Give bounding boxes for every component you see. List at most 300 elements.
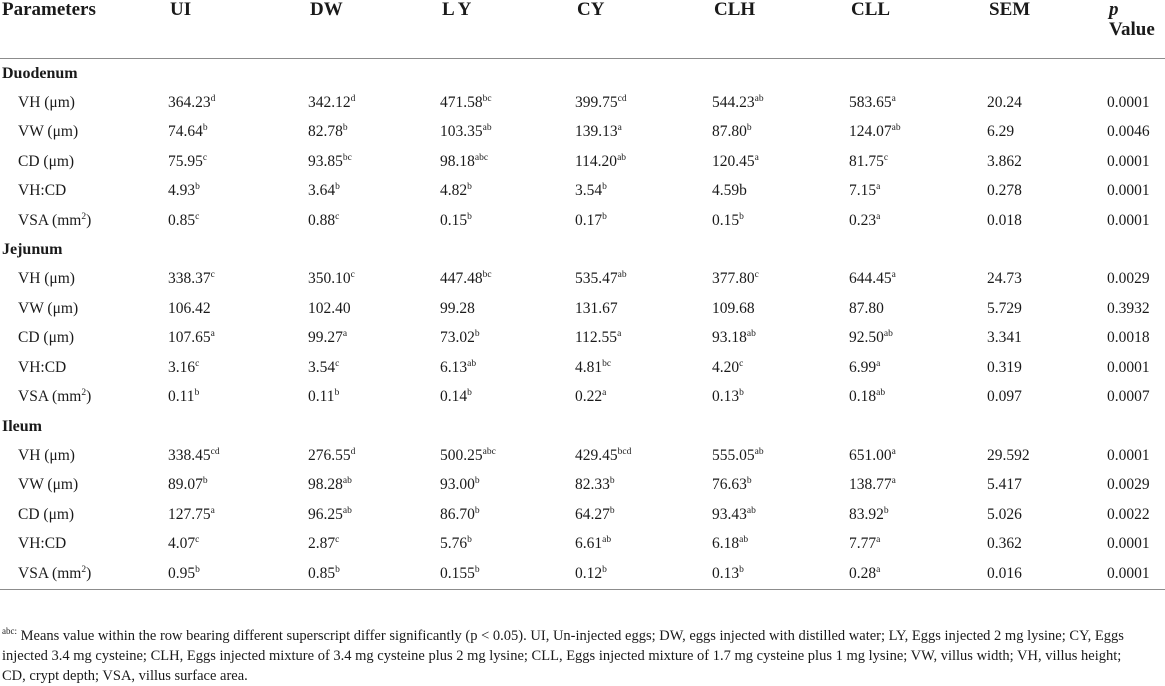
table-row <box>0 383 1165 413</box>
table-row <box>0 294 1165 324</box>
value-cell-ly <box>440 265 575 295</box>
parameter-label: VSA (mm <box>18 211 82 229</box>
cell-value: 0.0001 <box>1107 446 1150 464</box>
value-cell-cy <box>575 353 712 383</box>
significance-superscript: b <box>335 182 340 193</box>
value-cell-p-value <box>1107 324 1165 354</box>
significance-superscript: ab <box>342 505 352 516</box>
value-cell-ui <box>168 471 308 501</box>
significance-superscript: b <box>467 211 472 222</box>
significance-superscript: ab <box>754 446 764 457</box>
parameter-cell <box>0 265 168 295</box>
value-cell-ui <box>168 324 308 354</box>
cell-value: 0.23 <box>849 211 877 229</box>
cell-value: 544.23 <box>712 93 755 111</box>
parameter-cell <box>0 294 168 324</box>
cell-value: 447.48 <box>440 270 483 288</box>
cell-value: 83.92 <box>849 505 884 523</box>
value-cell-cy <box>575 324 712 354</box>
value-cell-ly <box>440 177 575 207</box>
cell-value: 4.81 <box>575 358 603 376</box>
cell-value: 7.15 <box>849 182 877 200</box>
value-cell-dw <box>308 383 440 413</box>
value-cell-cy <box>575 441 712 471</box>
significance-superscript: a <box>876 358 881 369</box>
significance-superscript: c <box>210 270 215 281</box>
cell-value: 98.28 <box>308 476 343 494</box>
value-cell-cll <box>849 294 987 324</box>
col-header-clh: CLH <box>714 0 756 20</box>
cell-value: 73.02 <box>440 329 475 347</box>
value-cell-cll <box>849 383 987 413</box>
cell-value: 2.87 <box>308 535 336 553</box>
significance-superscript: c <box>754 270 759 281</box>
value-cell-dw <box>308 88 440 118</box>
significance-superscript: c <box>202 152 208 163</box>
significance-superscript: c <box>350 270 355 281</box>
parameter-label: VH (μm) <box>18 446 75 464</box>
cell-value: 87.80 <box>849 299 884 317</box>
value-cell-ly <box>440 383 575 413</box>
value-cell-p-value <box>1107 353 1165 383</box>
value-cell-ui <box>168 441 308 471</box>
cell-value: 471.58 <box>440 93 483 111</box>
cell-value: 4.07 <box>168 535 196 553</box>
cell-value: 3.54 <box>575 182 603 200</box>
significance-superscript: cd <box>617 93 627 104</box>
significance-superscript: d <box>210 93 216 104</box>
cell-value: 338.37 <box>168 270 211 288</box>
value-cell-dw <box>308 118 440 148</box>
parameter-label: VSA (mm <box>18 388 82 406</box>
value-cell-ly <box>440 294 575 324</box>
value-cell-cy <box>575 147 712 177</box>
value-cell-p-value <box>1107 471 1165 501</box>
section-heading: Duodenum <box>2 64 78 82</box>
parameter-label: CD (μm) <box>18 152 75 170</box>
cell-value: 114.20 <box>575 152 618 170</box>
cell-value: 0.0029 <box>1107 476 1150 494</box>
value-cell-ui <box>168 147 308 177</box>
value-cell-ly <box>440 147 575 177</box>
value-cell-clh <box>712 383 849 413</box>
parameter-label: CD (μm) <box>18 505 75 523</box>
cell-value: 93.18 <box>712 329 747 347</box>
value-cell-cll <box>849 530 987 560</box>
significance-superscript: b <box>342 123 348 134</box>
significance-superscript: b <box>202 123 208 134</box>
value-cell-clh <box>712 500 849 530</box>
value-cell-clh <box>712 353 849 383</box>
value-cell-dw <box>308 265 440 295</box>
significance-superscript: cd <box>210 446 220 457</box>
parameter-cell <box>0 353 168 383</box>
value-cell-ui <box>168 353 308 383</box>
significance-superscript: a <box>876 564 881 575</box>
cell-value: 0.0001 <box>1107 211 1150 229</box>
cell-value: 0.0001 <box>1107 93 1150 111</box>
value-cell-cy <box>575 265 712 295</box>
value-cell-sem <box>987 441 1107 471</box>
cell-value: 0.0018 <box>1107 329 1150 347</box>
parameter-cell <box>0 324 168 354</box>
cell-value: 3.862 <box>987 152 1022 170</box>
parameter-label: VW (μm) <box>18 476 79 494</box>
cell-value: 0.28 <box>849 564 877 582</box>
value-cell-clh <box>712 559 849 589</box>
cell-value: 0.17 <box>575 211 603 229</box>
value-cell-ui <box>168 118 308 148</box>
value-cell-clh <box>712 206 849 236</box>
footnote-text: Means value within the row bearing different superscript differ significantly (p < 0.05). UI, Un-injected eggs; DW, eggs injected with distilled water; LY, Eggs injected 2 mg lysine; CY, Eggs injected 3.4 mg cysteine; CLH, Eggs injected mixture of 3.4 mg cysteine plus 2 mg lysine; CLL, Eggs injected mixture of 1.7 mg cysteine plus 1 mg lysine; VW, villus width; VH, villus height; CD, crypt depth; VSA, villus surface area. <box>2 628 1124 684</box>
cell-value: 5.729 <box>987 299 1022 317</box>
cell-value: 76.63 <box>712 476 747 494</box>
parameter-cell: VSA $(mm^2)$ <box>18 211 92 229</box>
cell-value: 86.70 <box>440 505 475 523</box>
cell-value: 24.73 <box>987 270 1022 288</box>
value-cell-sem <box>987 500 1107 530</box>
table-row <box>0 559 1165 589</box>
cell-value: 0.15 <box>712 211 740 229</box>
value-cell-dw <box>308 500 440 530</box>
significance-superscript: b <box>474 329 480 340</box>
value-cell-cy <box>575 118 712 148</box>
cell-value: 89.07 <box>168 476 203 494</box>
significance-superscript: ab <box>754 93 764 104</box>
col-header-ui: UI <box>170 0 192 20</box>
value-cell-sem <box>987 324 1107 354</box>
cell-value: 5.026 <box>987 505 1022 523</box>
value-cell-ly <box>440 206 575 236</box>
cell-value: 0.13 <box>712 564 740 582</box>
value-cell-p-value <box>1107 383 1165 413</box>
cell-value: 6.13 <box>440 358 468 376</box>
table-row <box>0 530 1165 560</box>
significance-superscript: b <box>746 476 752 487</box>
cell-value: 6.61 <box>575 535 603 553</box>
value-cell-cll <box>849 177 987 207</box>
value-cell-cy <box>575 471 712 501</box>
table-row <box>0 265 1165 295</box>
parameter-cell <box>0 441 168 471</box>
table-row <box>0 353 1165 383</box>
table-row <box>0 471 1165 501</box>
parameter-label: VH (μm) <box>18 93 75 111</box>
cell-value: 5.76 <box>440 535 468 553</box>
significance-superscript: a <box>754 152 759 163</box>
value-cell-dw <box>308 294 440 324</box>
table-row <box>0 441 1165 471</box>
significance-superscript: b <box>334 388 340 399</box>
section-row <box>0 59 1165 89</box>
significance-superscript: b <box>602 182 607 193</box>
value-cell-clh <box>712 147 849 177</box>
cell-value: 0.11 <box>308 388 335 406</box>
significance-superscript: ab <box>342 476 352 487</box>
p-symbol: p <box>1109 0 1119 20</box>
parameter-cell <box>0 118 168 148</box>
significance-superscript: b <box>474 505 480 516</box>
significance-superscript: a <box>891 270 896 281</box>
parameter-label: VH:CD <box>18 358 67 376</box>
col-header-dw: DW <box>310 0 343 20</box>
significance-superscript: b <box>739 211 744 222</box>
cell-value: 0.12 <box>575 564 603 582</box>
value-cell-cy <box>575 88 712 118</box>
value-cell-clh <box>712 324 849 354</box>
value-cell-ui <box>168 559 308 589</box>
value-cell-p-value <box>1107 147 1165 177</box>
cell-value: 102.40 <box>308 299 351 317</box>
cell-value: 0.11 <box>168 388 195 406</box>
value-cell-sem <box>987 471 1107 501</box>
cell-value: 7.77 <box>849 535 877 553</box>
cell-value: 109.68 <box>712 299 755 317</box>
significance-superscript: b <box>746 123 752 134</box>
cell-value: 93.85 <box>308 152 343 170</box>
significance-superscript: c <box>195 211 200 222</box>
cell-value: 0.13 <box>712 388 740 406</box>
cell-value: 4.59b <box>712 182 747 200</box>
value-cell-ly <box>440 88 575 118</box>
value-cell-ly <box>440 118 575 148</box>
cell-value: 429.45 <box>575 446 618 464</box>
cell-value: 3.64 <box>308 182 336 200</box>
significance-superscript: c <box>883 152 889 163</box>
cell-value: 0.22 <box>575 388 603 406</box>
value-cell-cll <box>849 206 987 236</box>
value-cell-cll <box>849 500 987 530</box>
value-cell-cy <box>575 177 712 207</box>
value-cell-p-value <box>1107 206 1165 236</box>
cell-value: 75.95 <box>168 152 203 170</box>
value-cell-cll <box>849 118 987 148</box>
value-cell-cy <box>575 206 712 236</box>
value-cell-cy <box>575 559 712 589</box>
significance-superscript: a <box>602 388 607 399</box>
value-cell-p-value <box>1107 530 1165 560</box>
value-cell-p-value <box>1107 559 1165 589</box>
significance-superscript: b <box>335 564 340 575</box>
cell-value: 500.25 <box>440 446 483 464</box>
value-cell-sem <box>987 294 1107 324</box>
table-row <box>0 177 1165 207</box>
cell-value: 0.097 <box>987 388 1022 406</box>
cell-value: 4.20 <box>712 358 740 376</box>
cell-value: 131.67 <box>575 299 618 317</box>
cell-value: 107.65 <box>168 329 211 347</box>
section-heading: Jejunum <box>2 241 63 258</box>
significance-superscript: a <box>876 535 881 546</box>
significance-superscript: ab <box>876 388 886 399</box>
cell-value: 0.0001 <box>1107 182 1150 200</box>
value-cell-dw <box>308 441 440 471</box>
footnote-superscript: abc: <box>2 626 17 637</box>
cell-value: 338.45 <box>168 446 211 464</box>
significance-superscript: ab <box>746 329 756 340</box>
significance-superscript: a <box>617 123 622 134</box>
value-cell-p-value <box>1107 294 1165 324</box>
significance-superscript: b <box>474 564 480 575</box>
value-cell-p-value <box>1107 500 1165 530</box>
cell-value: 0.15 <box>440 211 468 229</box>
cell-value: 0.0001 <box>1107 152 1150 170</box>
parameter-label: VSA (mm <box>18 564 82 582</box>
value-cell-ly <box>440 353 575 383</box>
table-footnote <box>2 626 1142 686</box>
cell-value: 0.0029 <box>1107 270 1150 288</box>
significance-superscript: ab <box>602 535 612 546</box>
significance-superscript: b <box>609 476 615 487</box>
value-cell-p-value <box>1107 88 1165 118</box>
cell-value: 139.13 <box>575 123 618 141</box>
cell-value: 98.18 <box>440 152 475 170</box>
cell-value: 106.42 <box>168 299 211 317</box>
significance-superscript: b <box>194 388 200 399</box>
value-cell-sem <box>987 177 1107 207</box>
cell-value: 276.55 <box>308 446 351 464</box>
cell-value: 93.00 <box>440 476 475 494</box>
value-cell-cll <box>849 147 987 177</box>
value-cell-ly <box>440 500 575 530</box>
col-header-sem: SEM <box>989 0 1031 20</box>
significance-superscript: b <box>609 505 615 516</box>
value-cell-p-value <box>1107 177 1165 207</box>
cell-value: 6.99 <box>849 358 877 376</box>
value-cell-sem <box>987 353 1107 383</box>
parameter-label: CD (μm) <box>18 329 75 347</box>
value-cell-clh <box>712 471 849 501</box>
significance-superscript: b <box>602 564 607 575</box>
value-cell-dw <box>308 530 440 560</box>
significance-superscript: bc <box>482 93 492 104</box>
value-cell-cll <box>849 471 987 501</box>
cell-value: 20.24 <box>987 93 1022 111</box>
value-cell-sem <box>987 88 1107 118</box>
significance-superscript: a <box>876 211 881 222</box>
significance-superscript: a <box>876 182 881 193</box>
value-cell-sem <box>987 147 1107 177</box>
cell-value: 0.319 <box>987 358 1022 376</box>
parameter-label: VH (μm) <box>18 270 75 288</box>
cell-value: 5.417 <box>987 476 1022 494</box>
value-cell-p-value <box>1107 441 1165 471</box>
value-cell-ly <box>440 471 575 501</box>
cell-value: 0.88 <box>308 211 336 229</box>
value-cell-sem <box>987 530 1107 560</box>
cell-value: 0.95 <box>168 564 196 582</box>
cell-value: 0.18 <box>849 388 877 406</box>
cell-value: 82.78 <box>308 123 343 141</box>
significance-superscript: b <box>195 182 200 193</box>
table-row <box>0 147 1165 177</box>
value-cell-clh <box>712 265 849 295</box>
cell-value: 3.341 <box>987 329 1022 347</box>
cell-value: 92.50 <box>849 329 884 347</box>
parameter-cell <box>0 530 168 560</box>
value-cell-ui <box>168 206 308 236</box>
value-cell-ly <box>440 324 575 354</box>
col-header-p-value <box>1107 0 1165 59</box>
cell-value: 0.0007 <box>1107 388 1150 406</box>
value-cell-ly <box>440 559 575 589</box>
cell-value: 3.16 <box>168 358 196 376</box>
value-cell-dw <box>308 353 440 383</box>
value-cell-ui <box>168 530 308 560</box>
header-row <box>0 0 1165 59</box>
cell-value: 0.0001 <box>1107 564 1150 582</box>
significance-superscript: ab <box>617 152 627 163</box>
cell-value: 6.29 <box>987 123 1015 141</box>
value-cell-dw <box>308 147 440 177</box>
significance-superscript: bcd <box>617 446 632 457</box>
significance-superscript: a <box>891 476 896 487</box>
col-header-cy: CY <box>577 0 605 20</box>
significance-superscript: bc <box>482 270 492 281</box>
significance-superscript: b <box>467 535 472 546</box>
value-cell-cll <box>849 559 987 589</box>
cell-value: 64.27 <box>575 505 610 523</box>
parameter-cell: VSA $(mm^2)$ <box>18 388 92 406</box>
significance-superscript: c <box>335 535 340 546</box>
section-row <box>0 412 1165 441</box>
significance-superscript: ab <box>482 123 492 134</box>
value-label: Value <box>1109 19 1155 40</box>
cell-value: 0.0001 <box>1107 358 1150 376</box>
cell-value: 93.43 <box>712 505 747 523</box>
cell-value: 651.00 <box>849 446 892 464</box>
value-cell-ui <box>168 265 308 295</box>
cell-value: 350.10 <box>308 270 351 288</box>
table-row <box>0 324 1165 354</box>
table-row <box>0 206 1165 236</box>
parameter-label: VH:CD <box>18 535 67 553</box>
significance-superscript: ab <box>891 123 901 134</box>
parameter-label: VH:CD <box>18 182 67 200</box>
significance-superscript: c <box>195 535 200 546</box>
value-cell-cll <box>849 265 987 295</box>
value-cell-sem <box>987 383 1107 413</box>
significance-superscript: a <box>342 329 348 340</box>
significance-superscript: ab <box>883 329 893 340</box>
cell-value: 0.0022 <box>1107 505 1150 523</box>
cell-value: 4.93 <box>168 182 196 200</box>
value-cell-dw <box>308 177 440 207</box>
cell-value: 4.82 <box>440 182 468 200</box>
cell-value: 399.75 <box>575 93 618 111</box>
significance-superscript: b <box>739 388 744 399</box>
value-cell-p-value <box>1107 118 1165 148</box>
cell-value: 6.18 <box>712 535 740 553</box>
cell-value: 0.0046 <box>1107 123 1150 141</box>
cell-value: 81.75 <box>849 152 884 170</box>
value-cell-p-value <box>1107 265 1165 295</box>
value-cell-cll <box>849 88 987 118</box>
value-cell-ui <box>168 294 308 324</box>
value-cell-ui <box>168 383 308 413</box>
significance-superscript: b <box>602 211 607 222</box>
parameter-cell <box>0 471 168 501</box>
col-header-cll: CLL <box>851 0 891 20</box>
cell-value: 99.27 <box>308 329 343 347</box>
parameter-cell: VSA $(mm^2)$ <box>0 559 168 589</box>
value-cell-ui <box>168 88 308 118</box>
col-header-parameters: Parameters <box>2 0 96 20</box>
cell-value: 535.47 <box>575 270 618 288</box>
value-cell-sem <box>987 559 1107 589</box>
significance-superscript: c <box>335 211 340 222</box>
cell-value: 0.85 <box>168 211 196 229</box>
